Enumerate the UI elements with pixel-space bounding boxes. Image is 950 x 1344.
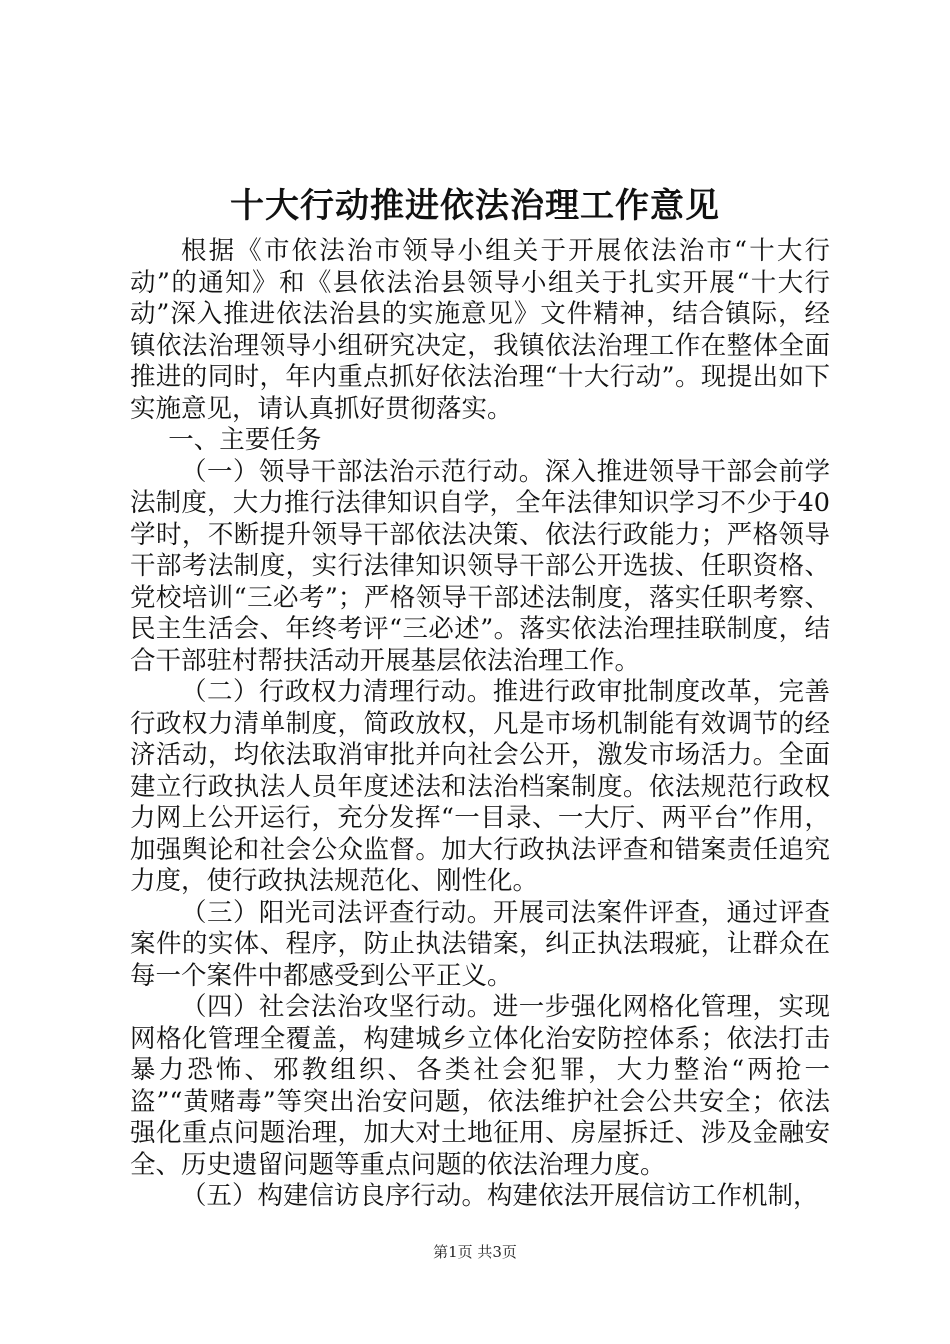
intro-paragraph: 根据《市依法治市领导小组关于开展依法治市“十大行动”的通知》和《县依法治县领导小组关于扎实开展“十大行动”深入推进依法治县的实施意见》文件精神，结合镇际，经镇依法治理领导小组研究决定，我镇依法治理工作在整体全面推进的同时，年内重点抓好依法治理“十大行动”。现提出如下实施意见，请认真抓好贯彻落实。 [130, 236, 830, 424]
task-paragraph-2: （二）行政权力清理行动。推进行政审批制度改革，完善行政权力清单制度，简政放权，凡是市场机制能有效调节的经济活动，均依法取消审批并向社会公开，激发市场活力。全面建立行政执法人员年度述法和法治档案制度。依法规范行政权力网上公开运行，充分发挥“一目录、一大厅、两平台”作用，加强舆论和社会公众监督。加大行政执法评查和错案责任追究力度，使行政执法规范化、刚性化。 [130, 677, 830, 896]
task-paragraph-4: （四）社会法治攻坚行动。进一步强化网格化管理，实现网格化管理全覆盖，构建城乡立体化治安防控体系；依法打击暴力恐怖、邪教组织、各类社会犯罪，大力整治“两抢一盗”“黄赌毒”等突出治安问题，依法维护社会公共安全；依法强化重点问题治理，加大对土地征用、房屋拆迁、涉及金融安全、历史遗留问题等重点问题的依法治理力度。 [130, 992, 830, 1180]
page-number-footer: 第1页 共3页 [433, 1243, 517, 1261]
section-heading: 一、主要任务 [168, 425, 322, 455]
task-paragraph-5: （五）构建信访良序行动。构建依法开展信访工作机制， [181, 1181, 819, 1211]
document-body [130, 236, 830, 1213]
document-title: 十大行动推进依法治理工作意见 [230, 186, 720, 226]
task-paragraph-1: （一）领导干部法治示范行动。深入推进领导干部会前学法制度，大力推行法律知识自学，全年法律知识学习不少于40学时，不断提升领导干部依法决策、依法行政能力；严格领导干部考法制度，实行法律知识领导干部公开选拔、任职资格、党校培训“三必考”；严格领导干部述法制度，落实任职考察、民主生活会、年终考评“三必述”。落实依法治理挂联制度，结合干部驻村帮扶活动开展基层依法治理工作。 [130, 456, 830, 676]
task-paragraph-3: （三）阳光司法评查行动。开展司法案件评查，通过评查案件的实体、程序，防止执法错案，纠正执法瑕疵，让群众在每一个案件中都感受到公平正义。 [130, 897, 830, 991]
